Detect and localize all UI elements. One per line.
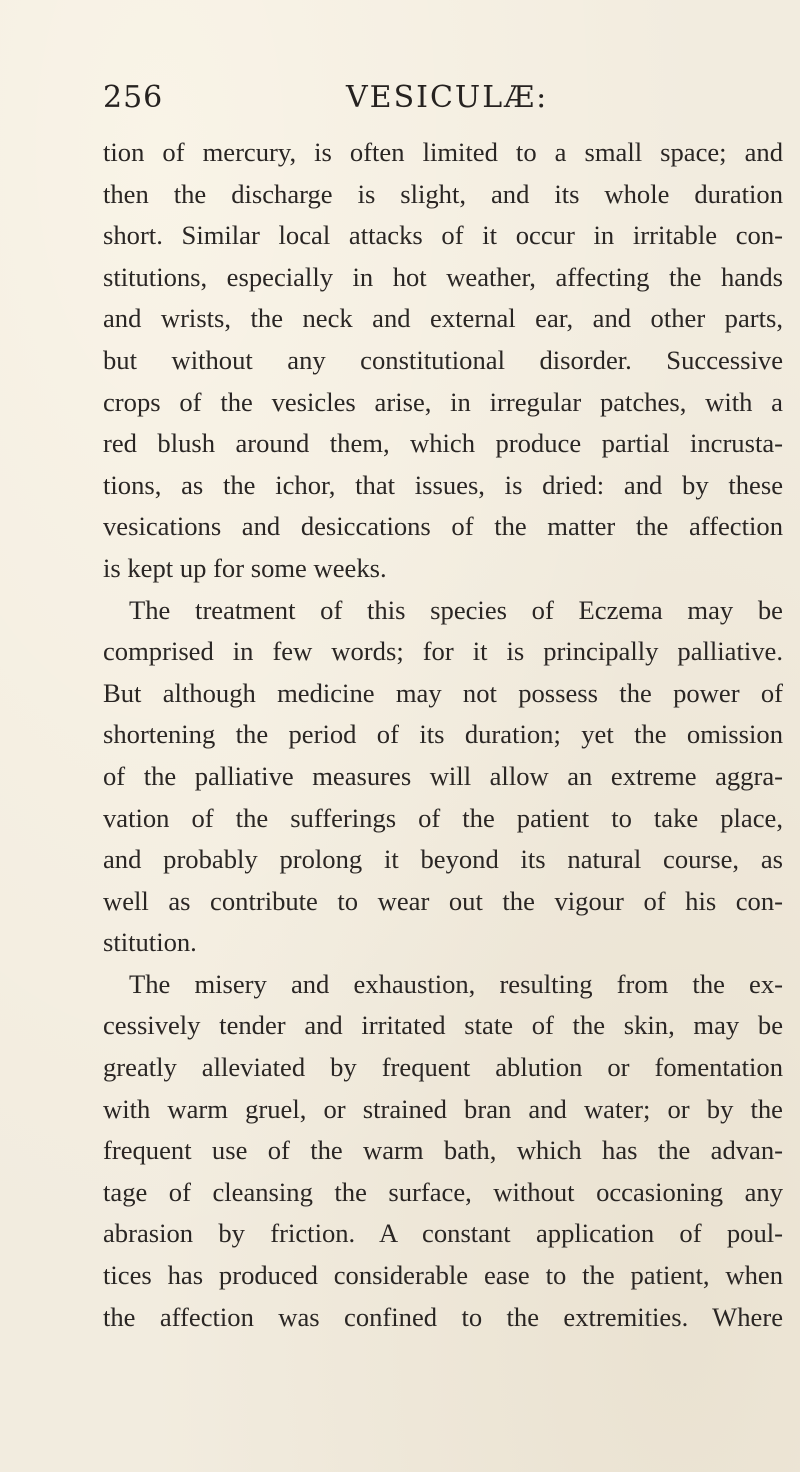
text-line: comprised in few words; for it is principally palliative.: [103, 636, 783, 667]
text-line: is kept up for some weeks.: [103, 552, 387, 583]
running-head: VESICULÆ:: [346, 80, 549, 115]
text-line: tage of cleansing the surface, without occasioning any: [103, 1176, 783, 1207]
text-line: stitutions, especially in hot weather, affecting the hands: [103, 261, 783, 292]
text-line: shortening the period of its duration; yet the omission: [103, 719, 783, 750]
text-line: then the discharge is slight, and its whole duration: [103, 178, 783, 209]
text-line: and wrists, the neck and external ear, and other parts,: [103, 303, 783, 334]
text-line: vesications and desiccations of the matter the affection: [103, 511, 783, 542]
text-line: tices has produced considerable ease to the patient, when: [103, 1260, 783, 1291]
text-line: and probably prolong it beyond its natural course, as: [103, 844, 783, 875]
text-line: short. Similar local attacks of it occur in irritable con-: [103, 220, 783, 251]
text-line: stitution.: [103, 927, 197, 958]
text-line: vation of the sufferings of the patient to take place,: [103, 802, 783, 833]
text-line: frequent use of the warm bath, which has the advan-: [103, 1135, 783, 1166]
body-text: [103, 132, 783, 1338]
text-line: But although medicine may not possess the power of: [103, 677, 783, 708]
text-line: red blush around them, which produce partial incrusta-: [103, 428, 783, 459]
text-line: The treatment of this species of Eczema may be: [129, 594, 783, 625]
text-line: well as contribute to wear out the vigour of his con-: [103, 885, 783, 916]
text-line: tion of mercury, is often limited to a small space; and: [103, 137, 783, 167]
text-line: but without any constitutional disorder. Successive: [103, 344, 783, 375]
page-header: [103, 80, 573, 124]
text-line: crops of the vesicles arise, in irregular patches, with a: [103, 386, 783, 417]
page-number: 256: [103, 80, 164, 115]
text-line: abrasion by friction. A constant application of poul-: [103, 1218, 783, 1249]
text-line: The misery and exhaustion, resulting from the ex-: [129, 968, 783, 999]
text-line: cessively tender and irritated state of the skin, may be: [103, 1010, 783, 1041]
text-line: the affection was confined to the extremities. Where: [103, 1301, 783, 1332]
text-line: with warm gruel, or strained bran and water; or by the: [103, 1093, 783, 1124]
text-line: greatly alleviated by frequent ablution or fomentation: [103, 1052, 783, 1083]
text-line: tions, as the ichor, that issues, is dried: and by these: [103, 469, 783, 500]
text-line: of the palliative measures will allow an extreme aggra-: [103, 760, 783, 791]
